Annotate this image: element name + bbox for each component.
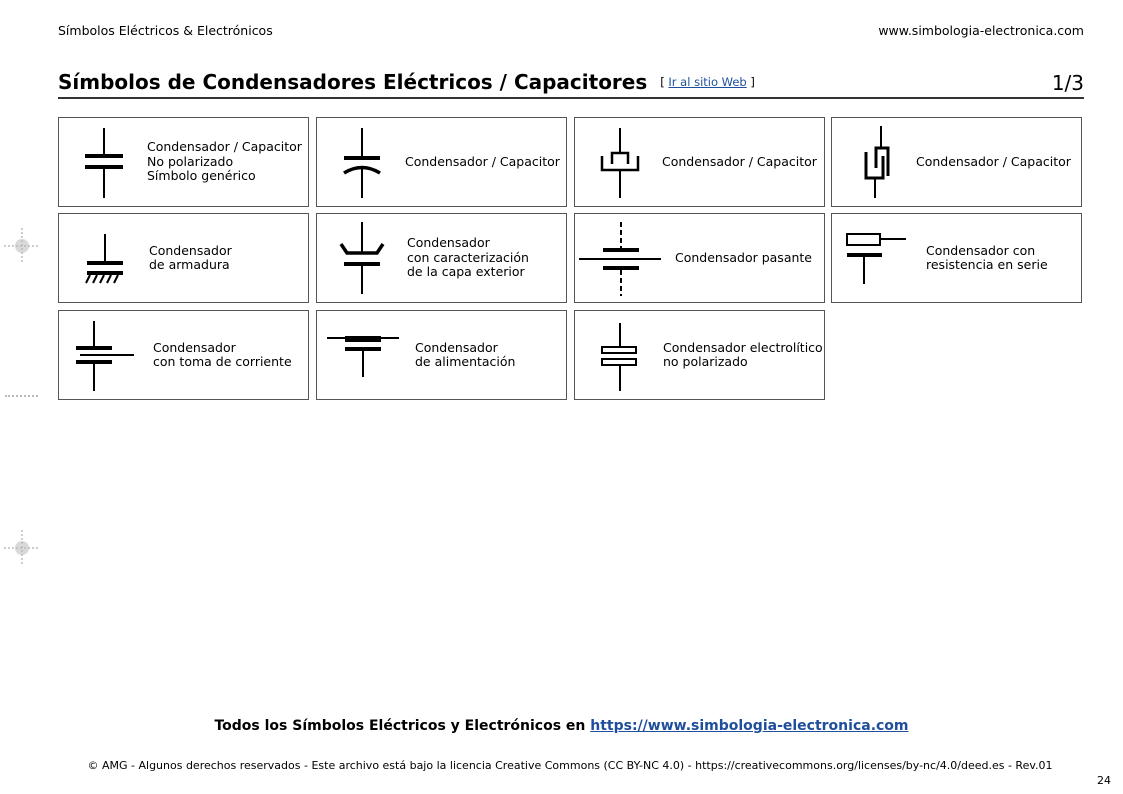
capacitor-cup-icon	[585, 118, 655, 206]
symbol-label: Condensador / Capacitor	[662, 153, 817, 169]
capacitor-feedthrough-icon	[577, 214, 665, 302]
symbol-cell	[574, 310, 825, 400]
symbol-cell	[831, 213, 1082, 303]
capacitor-electrolytic-nonpolar-icon	[585, 311, 655, 399]
registration-mark-icon	[4, 530, 40, 566]
capacitor-curved-plate-icon	[327, 118, 397, 206]
symbol-cell	[574, 213, 825, 303]
symbol-cell	[316, 117, 567, 207]
page-number: 24	[1097, 774, 1111, 787]
footer-promo	[0, 718, 1123, 734]
symbol-cell	[316, 310, 567, 400]
footer-promo-text: Todos los Símbolos Eléctricos y Electrónicos en	[214, 718, 586, 734]
capacitor-supply-icon	[325, 311, 413, 399]
symbol-label: Condensador de alimentación	[415, 339, 516, 369]
page-indicator: 1/3	[1051, 71, 1084, 95]
capacitor-tap-icon	[71, 311, 159, 399]
website-link-group	[660, 75, 755, 89]
symbol-cell	[831, 117, 1082, 207]
title-row	[58, 70, 1084, 99]
website-link[interactable]: Ir al sitio Web	[668, 75, 747, 89]
header-site-name: Símbolos Eléctricos & Electrónicos	[58, 23, 273, 38]
footer-site-link[interactable]: https://www.simbologia-electronica.com	[590, 718, 909, 734]
symbol-cell	[58, 310, 309, 400]
perforation-marks	[5, 395, 38, 397]
symbol-cell	[58, 213, 309, 303]
registration-mark-icon	[4, 228, 40, 264]
symbol-label: Condensador / Capacitor	[916, 153, 1071, 169]
symbol-label: Condensador con caracterización de la capa exterior	[407, 235, 529, 280]
capacitor-interleaved-icon	[842, 118, 912, 206]
capacitor-outer-layer-icon	[327, 214, 397, 302]
symbol-label: Condensador de armadura	[149, 242, 232, 272]
symbol-cell	[574, 117, 825, 207]
bracket-close: ]	[750, 75, 755, 89]
page-title	[58, 70, 755, 94]
symbol-label: Condensador pasante	[675, 249, 812, 265]
header-url[interactable]: www.simbologia-electronica.com	[878, 23, 1084, 38]
capacitor-generic-icon	[69, 118, 139, 206]
symbol-cell	[58, 117, 309, 207]
symbol-label: Condensador / Capacitor	[405, 153, 560, 169]
symbol-label: Condensador / Capacitor No polarizado Símbolo genérico	[147, 139, 302, 184]
page-title-text: Símbolos de Condensadores Eléctricos / Capacitores	[58, 70, 648, 94]
symbol-label: Condensador con resistencia en serie	[926, 242, 1048, 272]
capacitor-frame-ground-icon	[69, 214, 139, 302]
footer-license: © AMG - Algunos derechos reservados - Este archivo está bajo la licencia Creative Commons (CC BY-NC 4.0) - https://creativecommons.org/licenses/by-nc/4.0/deed.es - Rev.01	[87, 759, 1053, 772]
symbol-label: Condensador con toma de corriente	[153, 339, 292, 369]
symbol-label: Condensador electrolítico no polarizado	[663, 339, 823, 369]
bracket-open: [	[660, 75, 665, 89]
capacitor-series-resistor-icon	[840, 214, 920, 302]
symbol-cell	[316, 213, 567, 303]
